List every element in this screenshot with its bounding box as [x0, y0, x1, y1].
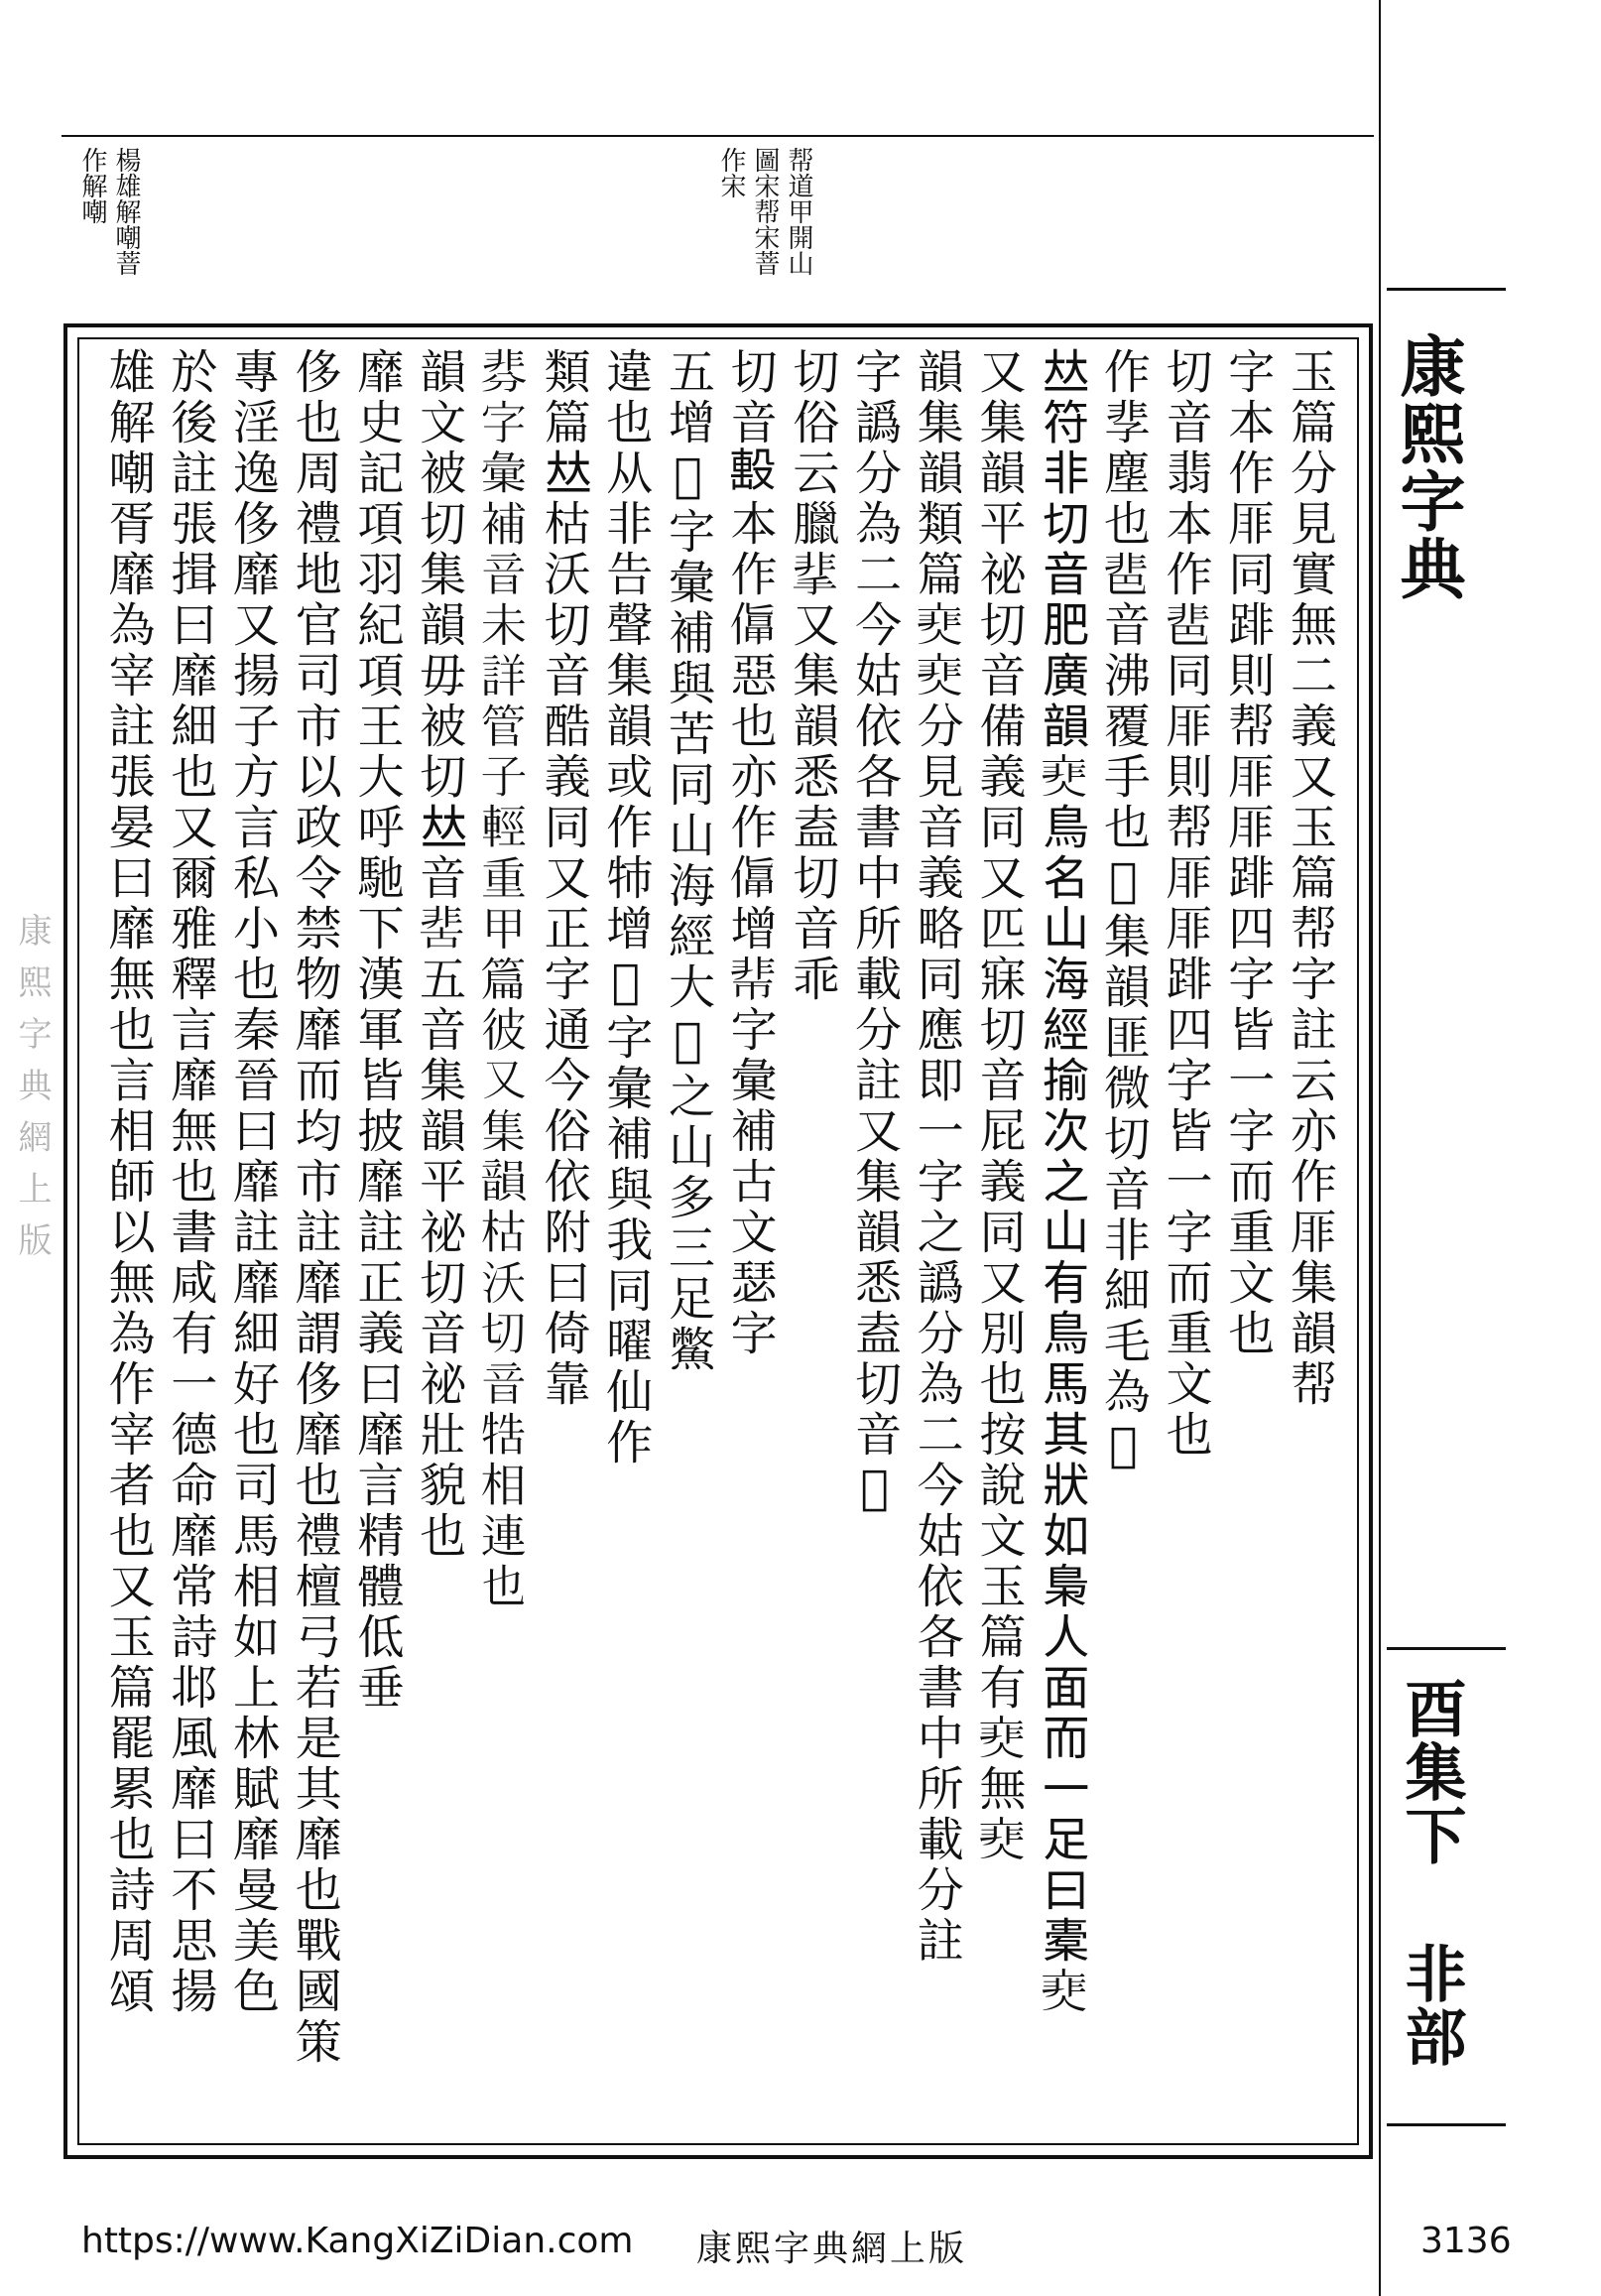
text-column: 切音翡本作𩇯同厞則帮厞厞䠊四字皆一字而重文也	[1158, 347, 1213, 1461]
text-column: 侈也周禮地官司市以政令禁物靡而均市註靡謂侈靡也禮檀弓若是其靡也戰國策	[287, 347, 342, 2068]
text-column: 切俗云臘𩇮又集韻悉盍切音乖	[785, 347, 840, 1005]
text-column: 切音𣪠本作𠍬惡也亦作𠍬增𩇱字彙補古文瑟字	[722, 347, 778, 1359]
text-column: 字譌分為二今姑依各書中所載分註又集韻悉盍切音𢐑	[847, 347, 903, 1519]
text-column: 字本作厞同䠊則帮厞厞䠊四字皆一字而重文也	[1220, 347, 1276, 1359]
footer-url-link[interactable]: https://www.KangXiZiDian.com	[81, 2221, 634, 2261]
top-note: 圖宋帮宋萻	[750, 147, 780, 276]
spine-rule-top	[1387, 288, 1506, 291]
side-watermark: 康熙字典網上版	[12, 913, 52, 1274]
text-column: 作𩇫塵也𩇯音沸覆手也𩇬集韻匪微切音非細毛為𩇬	[1095, 347, 1151, 1476]
spine-title: 康熙字典	[1389, 332, 1466, 602]
text-column: 雄解嘲胥靡為宰註張晏曰靡無也言相師以無為作宰者也又玉篇罷累也詩周頌	[100, 347, 156, 2017]
spine-rule-section	[1387, 1647, 1506, 1650]
section-label: 酉集下 非部	[1395, 1677, 1467, 2069]
text-column: 於後註張揖曰靡細也又爾雅釋言靡無也書咸有一德命靡常詩邶風靡曰不思揚	[163, 347, 218, 2017]
text-column: 玉篇分見實無二義又玉篇帮字註云亦作厞集韻帮	[1283, 347, 1337, 1410]
text-column: 違也从非告聲集韻或作㸬增𩇳字彙補與我同曜仙作	[598, 347, 654, 1468]
top-rule	[62, 135, 1374, 137]
top-note: 楊雄解嘲萻	[111, 147, 141, 276]
text-column: 五增𩇲字彙補與苦同山海經大𩇲之山多三足鱉	[660, 347, 715, 1375]
text-column: 專淫逸侈靡又揚子方言私小也秦晉曰靡註靡細好也司馬相如上林賦靡曼美色	[225, 347, 281, 2017]
text-column: 𩇴字彙補音未詳管子輕重甲篇彼又集韻枯沃切音牿相連也	[473, 347, 529, 1612]
top-note: 作宋	[716, 147, 746, 198]
spine-rule-bottom	[1387, 2123, 1506, 2126]
dictionary-columns	[89, 347, 1349, 2133]
text-column: 類篇𠀤枯沃切音酷義同又正字通今俗依附曰倚靠	[536, 347, 591, 1410]
top-note: 帮道甲開山	[784, 147, 813, 276]
text-column: 靡史記項羽紀項王大呼馳下漢軍皆披靡註正義曰靡言精體低垂	[349, 347, 405, 1714]
text-column: 韻集韻類篇𩇰𩇰分見音義略同應即一字之譌分為二今姑依各書中所載分註	[909, 347, 964, 1967]
text-column: 𠀤符非切音肥廣韻𩇰鳥名山海經揄次之山有鳥馬其狀如梟人面而一足曰橐𩇰	[1034, 347, 1089, 2017]
top-note: 作解嘲	[77, 147, 107, 224]
text-column: 又集韻平祕切音備義同又匹寐切音屁義同又別也按說文玉篇有𩇰無𩇰	[971, 347, 1027, 1865]
page-number: 3136	[1420, 2221, 1512, 2261]
text-column: 韻文被切集韻毋被切𠀤音𩇵五音集韻平祕切音祕壯貌也	[412, 347, 467, 1562]
footer-site-name: 康熙字典網上版	[696, 2229, 968, 2269]
